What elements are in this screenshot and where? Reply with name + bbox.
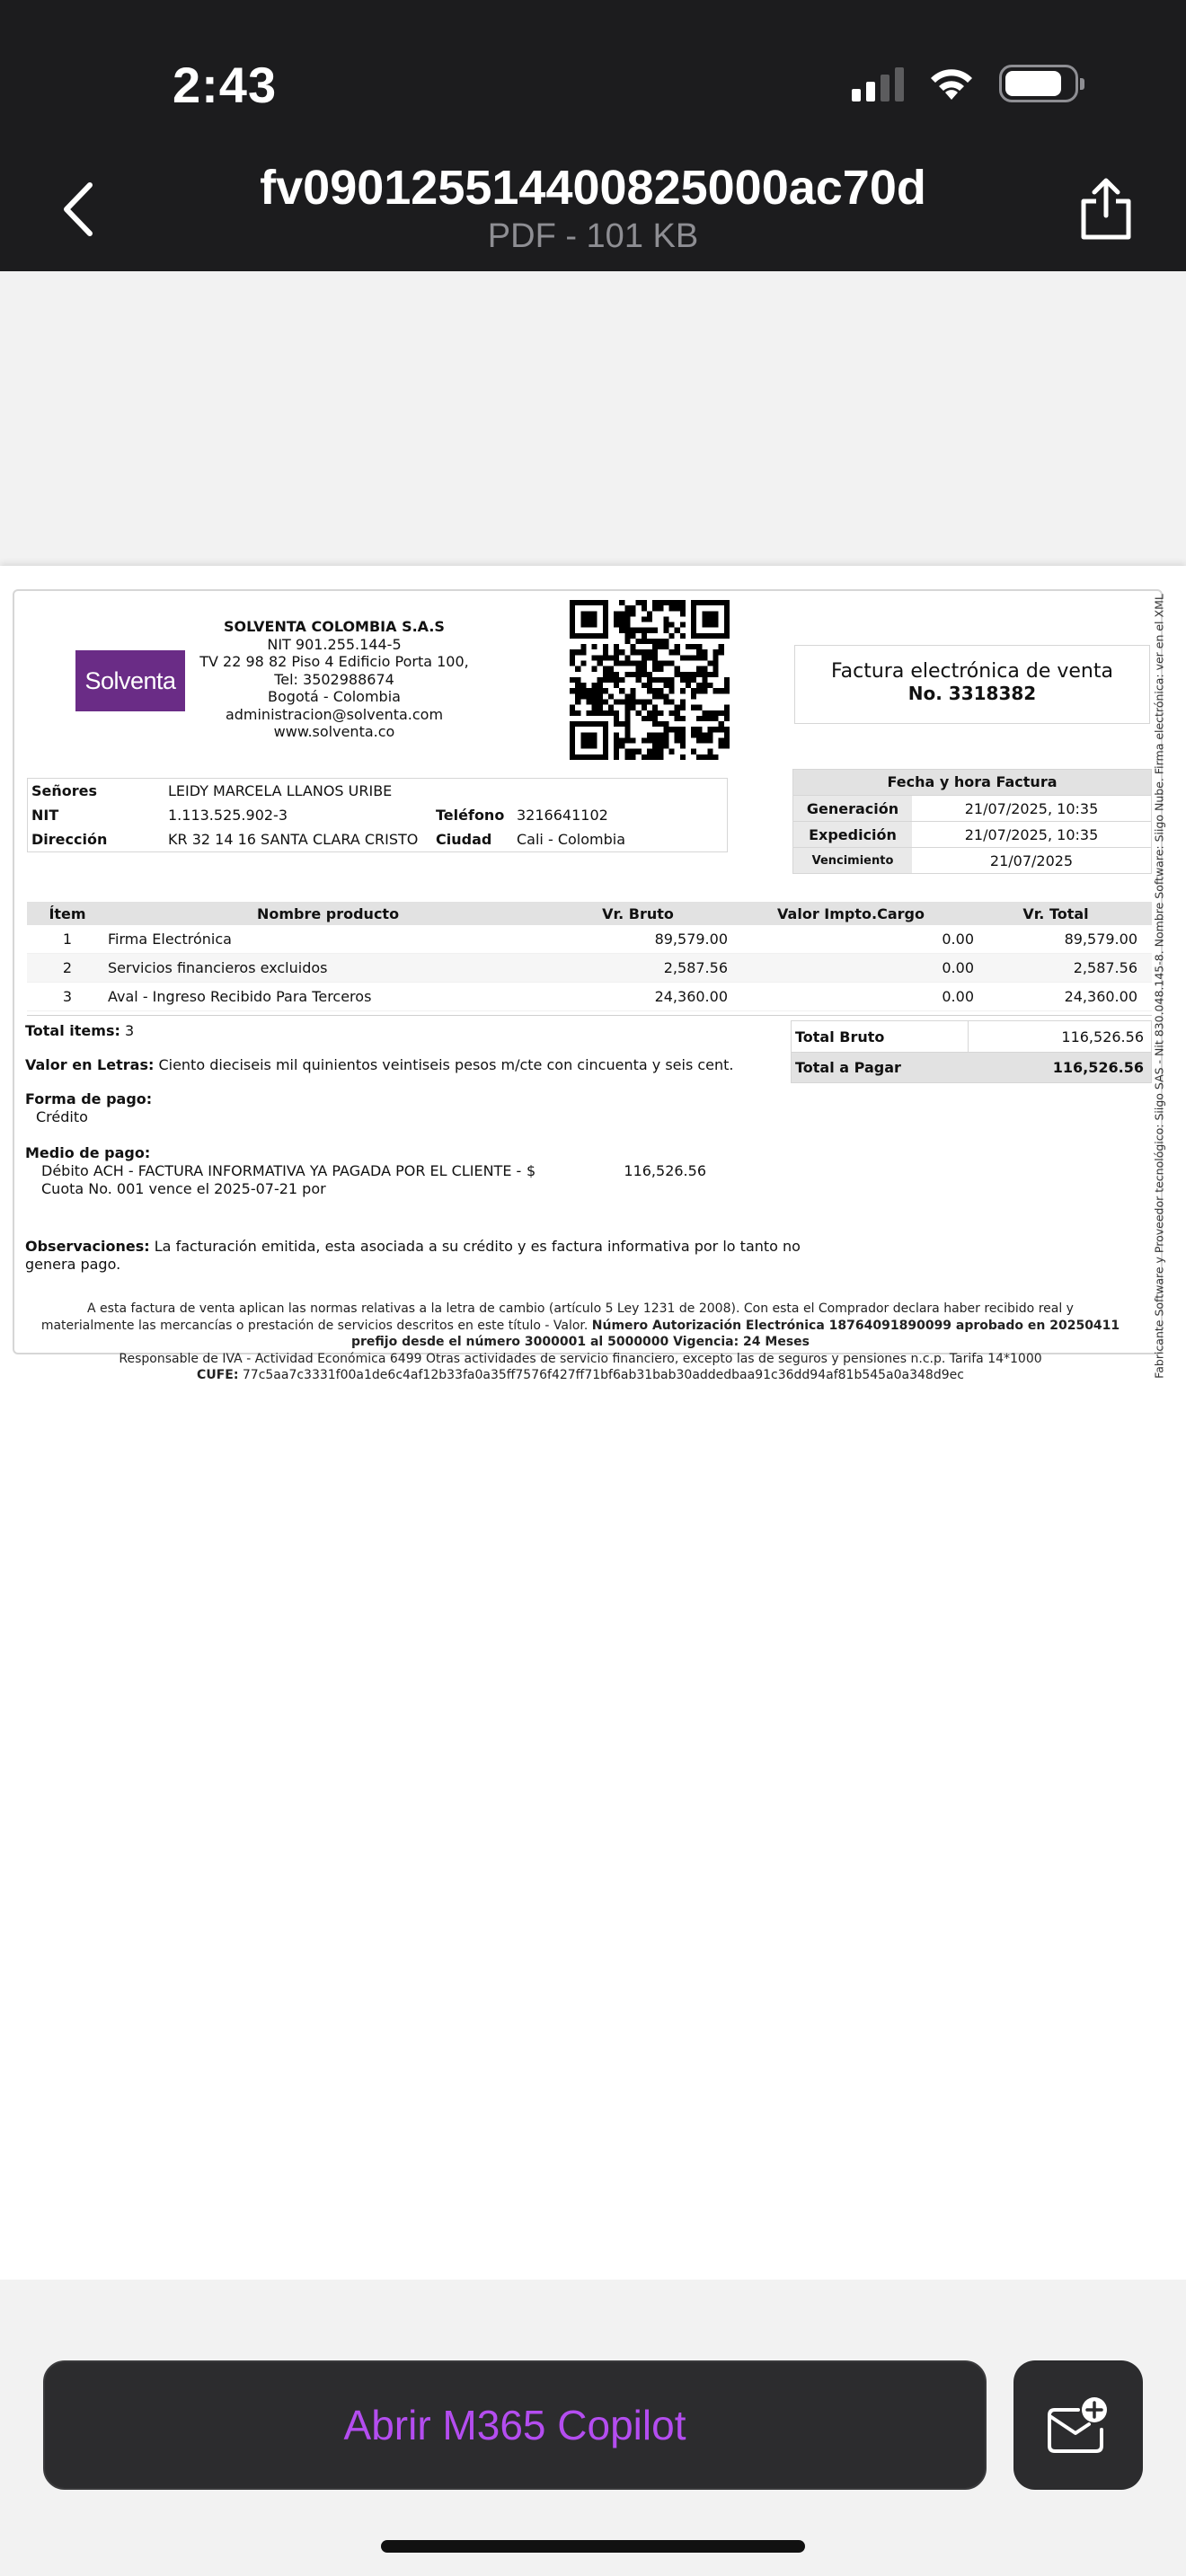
column-header: Nombre producto [256,904,400,922]
table-cell: 0.00 [942,988,974,1005]
medio-pago-desc: Débito ACH - FACTURA INFORMATIVA YA PAGADA POR EL CLIENTE - [41,1162,522,1179]
total-items-value: 3 [124,1022,135,1039]
forma-pago-label: Forma de pago: [25,1090,153,1107]
table-cell: 0.00 [942,931,974,948]
battery-icon [999,65,1078,102]
table-row [27,925,1152,954]
share-icon[interactable] [1076,176,1136,241]
items-table [27,902,1152,1011]
column-header: Vr. Bruto [602,904,674,922]
table-cell: 0.00 [942,959,974,976]
document-type-box [794,645,1150,724]
bottom-bar [0,2280,1186,2576]
company-web: www.solventa.co [273,723,395,740]
cufe-value: 77c5aa7c3331f00a1de6c4af12b33fa0a35ff7576f427ff71bf6ab31bab30addedbaa91c36dd94af81b545a0a348d9ec [242,1368,964,1382]
valor-letras-label: Valor en Letras: [25,1056,155,1073]
mail-add-icon [1046,2395,1111,2455]
medio-pago-currency: $ [527,1162,536,1179]
invoice [13,589,1166,1382]
client-info [27,778,728,852]
items-header-row [27,902,1152,925]
client-ciudad-label: Ciudad [436,831,492,848]
date-label: Generación [793,796,912,821]
date-value: 21/07/2025 [989,851,1074,869]
table-cell: 24,360.00 [1064,988,1137,1005]
table-cell: 2,587.56 [1073,959,1137,976]
client-direccion-label: Dirección [31,831,108,848]
table-cell: 24,360.00 [654,988,728,1005]
total-pagar-label: Total a Pagar [795,1059,901,1076]
total-bruto-label: Total Bruto [795,1028,885,1045]
dates-header: Fecha y hora Factura [793,770,1151,795]
legal-line: Responsable de IVA - Actividad Económica 6499 Otras actividades de servicio financiero, excepto las de seguros y pensiones n.c.p. Tarifa 14*1000 [119,1351,1042,1366]
company-nit: NIT 901.255.144-5 [267,635,402,653]
home-indicator [381,2540,805,2553]
status-time: 2:43 [173,57,278,113]
medio-pago-label: Medio de pago: [25,1144,151,1161]
column-header: Vr. Total [1022,904,1089,922]
invoice-dates [792,769,1152,874]
legal-authorization: Número Autorización Electrónica 18764091890099 aprobado en 20250411 [591,1318,1120,1333]
table-row [27,954,1152,983]
observaciones-value: La facturación emitida, esta asociada a su crédito y es factura informativa por lo tanto no genera pago. [25,1238,801,1273]
table-cell: Firma Electrónica [108,931,232,948]
date-value: 21/07/2025, 10:35 [964,799,1099,817]
cufe-label: CUFE: [197,1368,239,1382]
client-senores-label: Señores [31,782,98,799]
pdf-viewer[interactable] [0,271,1186,2280]
pdf-page [0,566,1186,2280]
valor-letras [25,1056,798,1073]
table-cell: 2,587.56 [663,959,728,976]
table-cell: Aval - Ingreso Recibido Para Terceros [108,988,372,1005]
table-cell: 3 [62,988,73,1005]
cellular-signal-icon [852,66,904,101]
table-row [27,983,1152,1011]
forma-pago-value: Crédito [36,1108,88,1125]
document-type: Factura electrónica de venta [831,660,1113,683]
table-cell: Servicios financieros excluidos [108,959,328,976]
wifi-icon [927,66,976,101]
total-bruto-value: 116,526.56 [968,1021,1151,1052]
company-email: administracion@solventa.com [225,705,444,723]
total-items [25,1022,134,1039]
open-copilot-button[interactable]: Abrir M365 Copilot [43,2360,987,2490]
table-cell: 2 [62,959,73,976]
legal-text [23,1301,1137,1384]
totals-box [791,1020,1152,1083]
company-logo: Solventa [75,650,185,711]
date-value: 21/07/2025, 10:35 [964,825,1099,843]
document-number: No. 3318382 [907,683,1037,704]
legal-line: A esta factura de venta aplican las normas relativas a la letra de cambio (artículo 5 Ley 1231 de 2008). Con esta el Comprador declara haber recibido real y [87,1301,1074,1316]
observaciones-label: Observaciones: [25,1238,150,1255]
total-pagar-value: 116,526.56 [1052,1059,1144,1076]
software-vendor-text: Fabricante Software y Proveedor tecnológico: Siigo SAS - Nit 830.048.145-8. Nombre Software: Siigo Nube. Firma electrónica: ver en el XML [1152,594,1166,1379]
column-header: Valor Impto.Cargo [777,904,925,922]
table-divider [27,1015,1152,1016]
date-label: Expedición [793,822,912,847]
company-address: TV 22 98 82 Piso 4 Edificio Porta 100, [199,653,469,670]
client-nit-label: NIT [31,807,59,824]
document-title: fv090125514400825000ac70d [260,161,926,215]
legal-prefix: prefijo desde el número 3000001 al 5000000 Vigencia: 24 Meses [351,1335,810,1349]
date-label: Vencimiento [793,848,912,873]
client-direccion-value: KR 32 14 16 SANTA CLARA CRISTO [168,831,419,848]
status-icons [852,65,1078,102]
table-cell: 89,579.00 [654,931,728,948]
client-telefono-value: 3216641102 [517,807,608,824]
top-bar [0,0,1186,271]
client-senores-value: LEIDY MARCELA LLANOS URIBE [168,782,393,799]
qr-code [570,600,730,760]
column-header: Ítem [49,904,86,922]
medio-pago-amount: 116,526.56 [624,1162,706,1179]
company-tel: Tel: 3502988674 [274,670,394,688]
table-cell: 1 [62,931,73,948]
client-ciudad-value: Cali - Colombia [517,831,625,848]
valor-letras-value: Ciento dieciseis mil quinientos veintiseis pesos m/cte con cincuenta y seis cent. [158,1056,734,1073]
company-info [194,618,474,741]
document-subtitle: PDF - 101 KB [487,217,699,255]
table-cell: 89,579.00 [1064,931,1137,948]
client-nit-value: 1.113.525.902-3 [168,807,288,824]
company-city: Bogotá - Colombia [268,688,401,705]
observaciones [25,1238,816,1274]
client-telefono-label: Teléfono [436,807,505,824]
medio-pago [25,1144,762,1198]
company-name: SOLVENTA COLOMBIA S.A.S [224,618,445,635]
mail-add-button[interactable] [1013,2360,1143,2490]
forma-pago [25,1090,152,1126]
medio-pago-desc-2: Cuota No. 001 vence el 2025-07-21 por [41,1180,326,1197]
total-items-label: Total items: [25,1022,120,1039]
legal-line: materialmente las mercancías o prestación de servicios descritos en este título - Valor. [40,1318,589,1333]
